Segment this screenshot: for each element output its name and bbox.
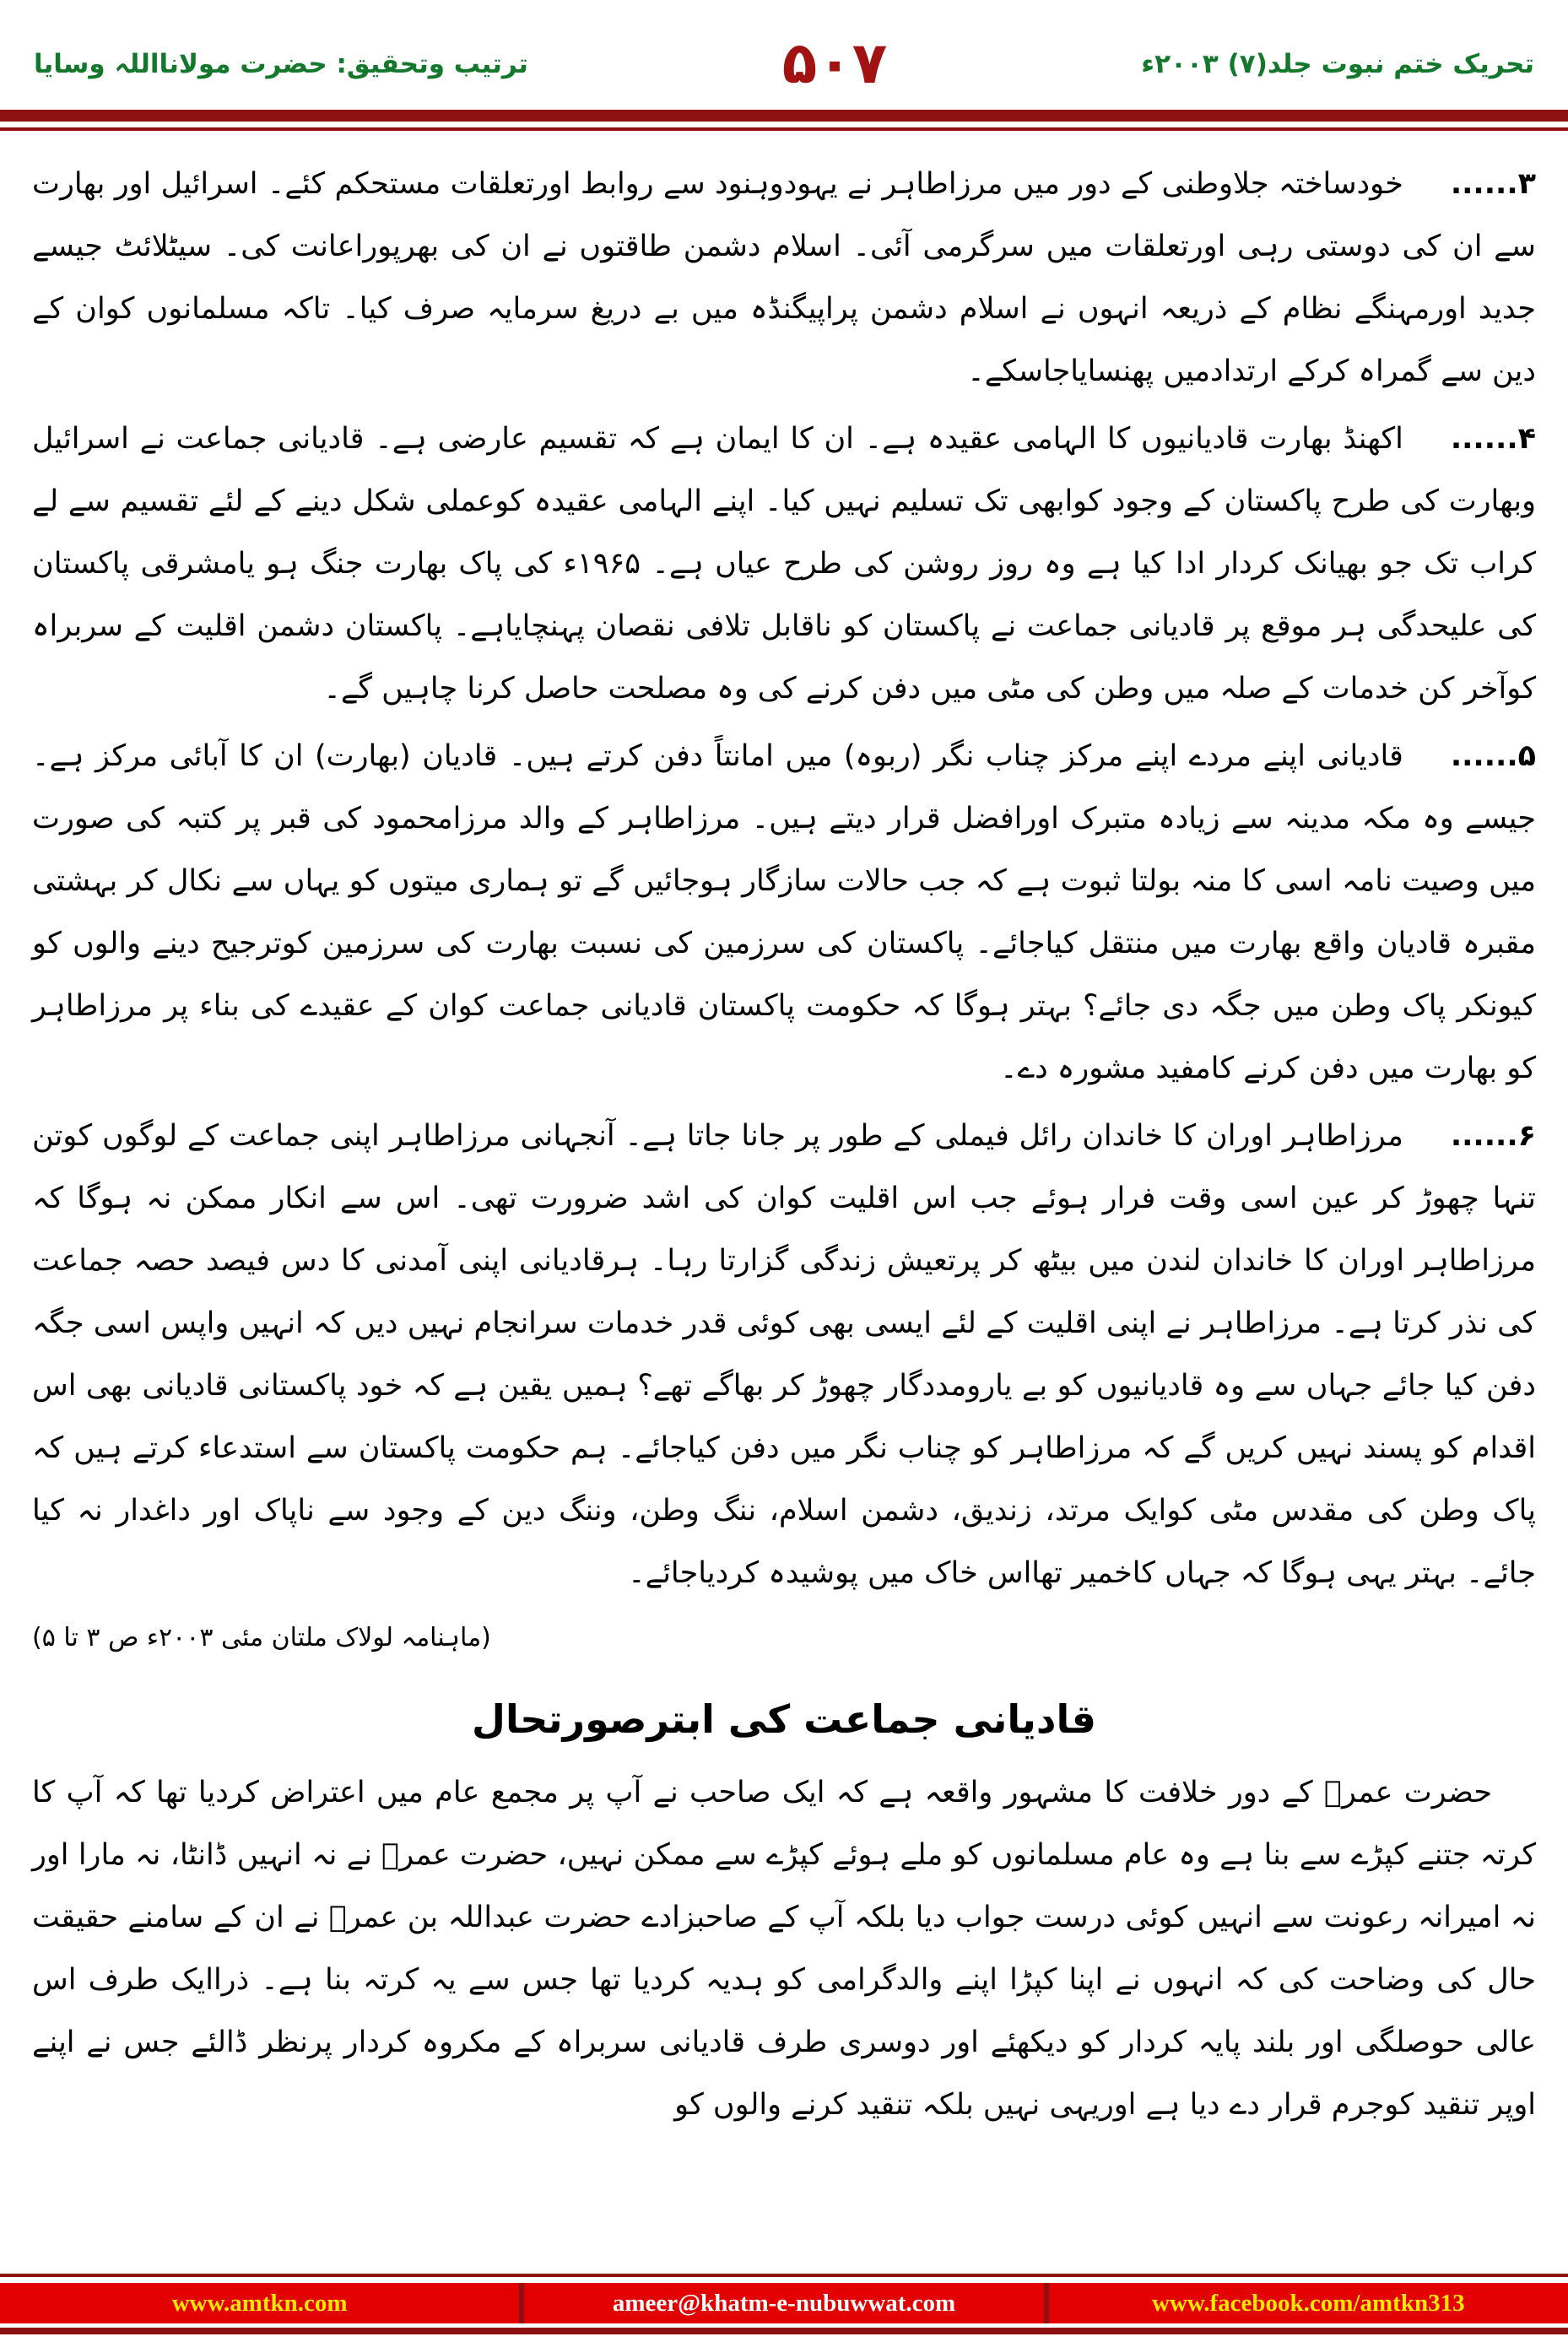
footer-rule-bottom [0, 2328, 1568, 2334]
item-number: ۳...... [1450, 167, 1536, 201]
volume-title: تحریک ختم نبوت جلد(۷) ۲۰۰۳ء [1141, 49, 1534, 79]
section-heading: قادیانی جماعت کی ابترصورتحال [472, 1696, 1096, 1742]
footer-bottom-margin [0, 2334, 1568, 2342]
page-body [0, 131, 1568, 2274]
item-text: قادیانی اپنے مردے اپنے مرکز چناب نگر (ربوہ) میں امانتاً دفن کرتے ہیں۔ قادیان (بھارت) ان کا آبائی مرکز ہے۔ جیسے وہ مکہ مدینہ سے زیادہ متبرک اورافضل قرار دیتے ہیں۔ مرزاطاہر کے والد مرزامحمود کی قبر پر کتبہ کی صورت میں وصیت نامہ اسی کا منہ بولتا ثبوت ہے کہ جب حالات سازگار ہوجائیں گے تو ہماری میتوں کو یہاں سے نکال کر بہشتی مقبرہ قادیان واقع بھارت میں منتقل کیاجائے۔ پاکستان کی سرزمین کی نسبت بھارت کی سرزمین کوترجیح دینے والوں کو کیونکر پاک وطن میں جگہ دی جائے؟ بہتر ہوگا کہ حکومت پاکستان قادیانی جماعت کوان کے عقیدے کی بناء پر مرزاطاہر کو بھارت میں دفن کرنے کامفید مشورہ دے۔ [32, 739, 1536, 1085]
list-item-5 [32, 725, 1536, 1100]
item-number: ۶...... [1450, 1119, 1536, 1153]
item-text: خودساختہ جلاوطنی کے دور میں مرزاطاہر نے یہودوہنود سے روابط اورتعلقات مستحکم کئے۔ اسرائیل اور بھارت سے ان کی دوستی رہی اورتعلقات میں سرگرمی آئی۔ اسلام دشمن طاقتوں نے ان کی بھرپوراعانت کی۔ سیٹلائٹ جیسے جدید اورمہنگے نظام کے ذریعہ انہوں نے اسلام دشمن پراپیگنڈہ میں بے دریغ سرمایہ صرف کیا۔ تاکہ مسلمانوں کوان کے دین سے گمراہ کرکے ارتدادمیں پھنسایاجاسکے۔ [32, 167, 1536, 388]
list-item-3 [32, 153, 1536, 403]
list-item-6 [32, 1105, 1536, 1604]
item-text: اکھنڈ بھارت قادیانیوں کا الہامی عقیدہ ہے۔ ان کا ایمان ہے کہ تقسیم عارضی ہے۔ قادیانی جماعت نے اسرائیل وبھارت کی طرح پاکستان کے وجود کوابھی تک تسلیم نہیں کیا۔ اپنے الہامی عقیدہ کوعملی شکل دینے کے لئے تقسیم سے لے کراب تک جو بھیانک کردار ادا کیا ہے وہ روز روشن کی طرح عیاں ہے۔ ۱۹۶۵ء کی پاک بھارت جنگ ہو یامشرقی پاکستان کی علیحدگی ہر موقع پر قادیانی جماعت نے پاکستان کو ناقابل تلافی نقصان پہنچایاہے۔ پاکستان دشمن اقلیت کے سربراہ کوآخر کن خدمات کے صلہ میں وطن کی مٹی میں دفن کرنے کی وہ مصلحت حاصل کرنا چاہیں گے۔ [32, 422, 1536, 706]
header-rule-gap [0, 122, 1568, 127]
page-footer [0, 2274, 1568, 2342]
footer-rule-top [0, 2274, 1568, 2277]
page-header [0, 0, 1568, 110]
footer-red-band [0, 2283, 1568, 2323]
footer-email-address: ameer@khatm-e-nubuwwat.com [524, 2283, 1043, 2323]
section-paragraph: حضرت عمرؓ کے دور خلافت کا مشہور واقعہ ہے کہ ایک صاحب نے آپ پر مجمع عام میں اعتراض کردیا تھا کہ آپ کا کرتہ جتنے کپڑے سے بنا ہے وہ عام مسلمانوں کو ملے ہوئے کپڑے سے ممکن نہیں، حضرت عمرؓ نے نہ انہیں ڈانٹا، نہ مارا اور نہ امیرانہ رعونت سے انہیں کوئی درست جواب دیا بلکہ آپ کے صاحبزادے حضرت عبداللہ بن عمرؓ نے ان کے سامنے حقیقت حال کی وضاحت کی کہ انہوں نے اپنا کپڑا اپنے والدگرامی کو ہدیہ کردیا تھا جس سے یہ کرتہ بنا ہے۔ ذراایک طرف اس عالی حوصلگی اور بلند پایہ کردار کو دیکھئے اور دوسری طرف قادیانی سربراہ کے مکروہ کردار پرنظر ڈالئے جس نے اپنے اوپر تنقید کوجرم قرار دے دیا ہے اوریہی نہیں بلکہ تنقید کرنے والوں کو [32, 1776, 1536, 2123]
item-number: ۵...... [1450, 739, 1536, 773]
source-citation: (ماہنامہ لولاک ملتان مئی ۲۰۰۳ء ص ۳ تا ۵) [32, 1623, 491, 1652]
item-number: ۴...... [1450, 422, 1536, 456]
footer-facebook-url: www.facebook.com/amtkn313 [1049, 2283, 1568, 2323]
item-text: مرزاطاہر اوران کا خاندان رائل فیملی کے طور پر جانا جاتا ہے۔ آنجہانی مرزاطاہر اپنی جماعت کے لوگوں کوتن تنہا چھوڑ کر عین اسی وقت فرار ہوئے جب اس اقلیت کوان کی اشد ضرورت تھی۔ اس سے انکار ممکن نہ ہوگا کہ مرزاطاہر اوران کا خاندان لندن میں بیٹھ کر پرتعیش زندگی گزارتا رہا۔ ہرقادیانی اپنی آمدنی کا دس فیصد حصہ جماعت کی نذر کرتا ہے۔ مرزاطاہر نے اپنی اقلیت کے لئے ایسی بھی کوئی قدر خدمات سرانجام نہیں دیں کہ انہیں واپس اسی جگہ دفن کیا جائے جہاں سے وہ قادیانیوں کو بے یارومددگار چھوڑ کر بھاگے تھے؟ ہمیں یقین ہے کہ خود پاکستانی قادیانی بھی اس اقدام کو پسند نہیں کریں گے کہ مرزاطاہر کو چناب نگر میں دفن کیاجائے۔ ہم حکومت پاکستان سے استدعاء کرتے ہیں کہ پاک وطن کی مقدس مٹی کوایک مرتد، زندیق، دشمن اسلام، ننگ وطن، وننگ دین کے وجود سے ناپاک اور داغدار نہ کیا جائے۔ بہتر یہی ہوگا کہ جہاں کاخمیر تھااس خاک میں پوشیدہ کردیاجائے۔ [32, 1119, 1536, 1590]
footer-website-url: www.amtkn.com [0, 2283, 519, 2323]
header-rule-thick [0, 110, 1568, 122]
list-item-4 [32, 408, 1536, 720]
page-number: ۵۰۷ [781, 30, 888, 97]
compiler-title: ترتیب وتحقیق: حضرت مولانااللہ وسایا [34, 49, 528, 79]
